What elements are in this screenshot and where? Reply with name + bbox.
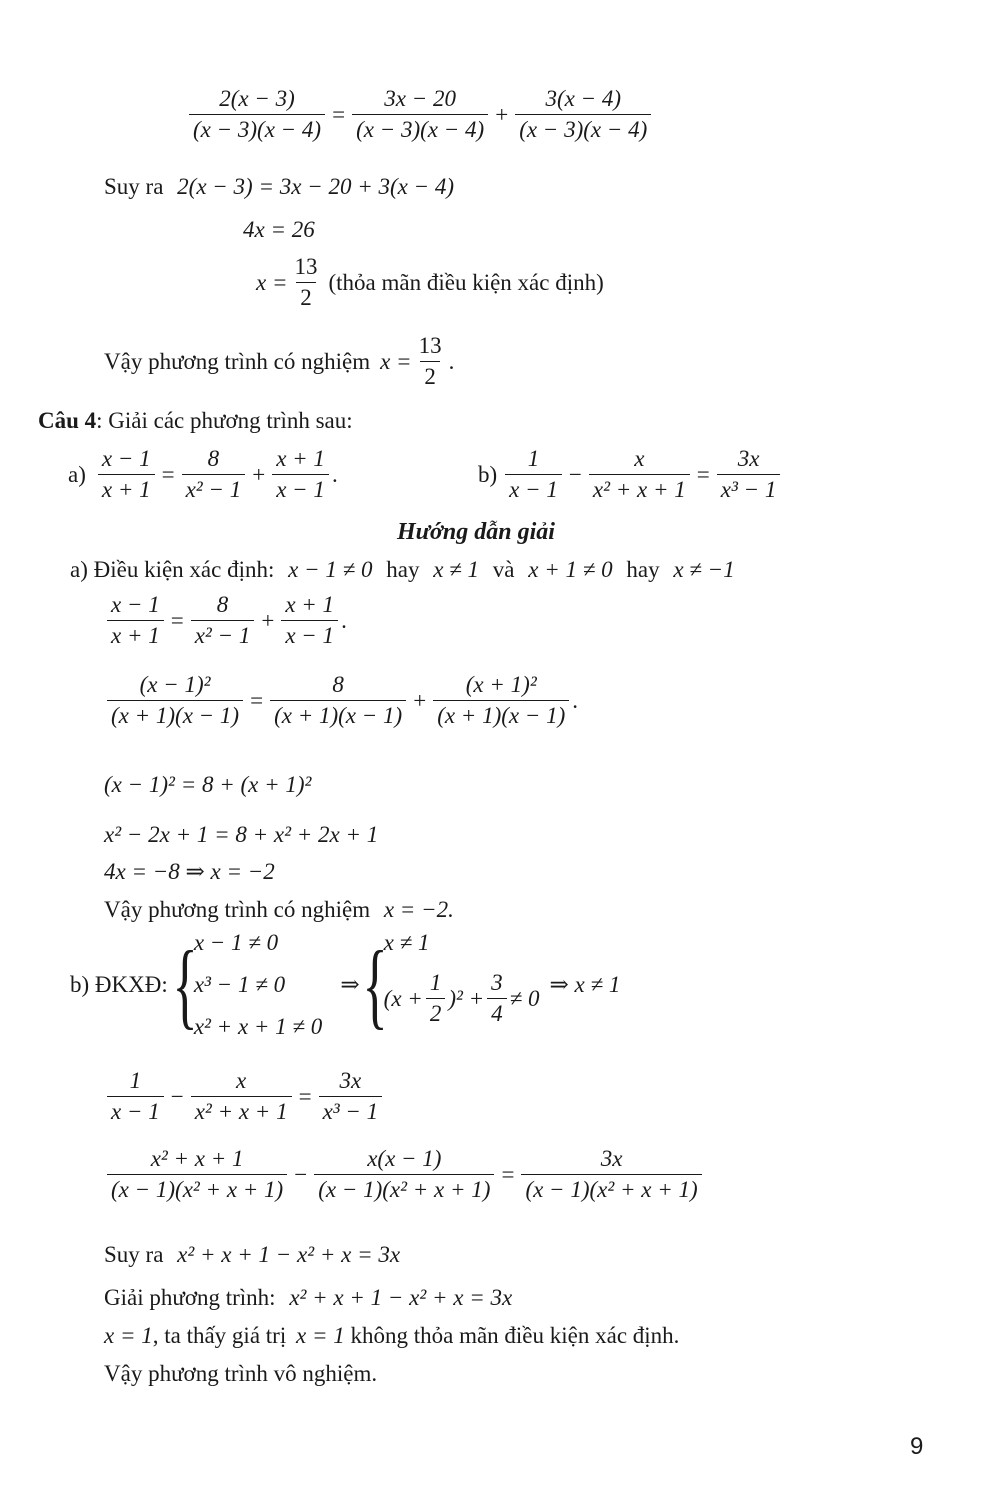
- fraction: $\frac{3x}{\text{(x − 1)(x² + x + 1)}}$: [521, 1146, 701, 1203]
- part-b-step1: 1 x − 1 − $\frac{x}{\text{x² + x + 1}}$ = $\frac{3x}{\text{x³ − 1}}$: [104, 1068, 385, 1125]
- question-a: a) $\frac{x - 1}{x + 1}$ = $\frac{8}{\text{x² − 1}}$ + $\frac{x + 1}{x - 1}$ .: [68, 446, 338, 502]
- fraction: $\frac{8}{(x + 1)(x - 1)}$: [270, 672, 406, 729]
- fraction: $\frac{13}{2}$: [294, 254, 318, 310]
- fraction: $\frac{\text{(x + 1)²}}{(x + 1)(x - 1)}$: [433, 672, 569, 729]
- fraction: $\frac{x}{\text{x² + x + 1}}$: [589, 446, 690, 503]
- suy-ra-line: Suy ra 2(x − 3) = 3x − 20 + 3(x − 4): [104, 174, 455, 199]
- conclusion-top: Vậy phương trình có nghiệm x = $\frac{13}{2}$ .: [104, 333, 455, 389]
- fraction: $\frac{\text{(x − 1)²}}{(x + 1)(x - 1)}$: [107, 672, 243, 729]
- system-left: x − 1 ≠ 0 x³ − 1 ≠ 0 x² + x + 1 ≠ 0: [193, 930, 323, 1039]
- fraction: $\frac{x + 1}{x - 1}$: [272, 446, 329, 503]
- fraction: $\frac{x(x - 1)}{\text{(x − 1)(x² + x + 1)}}$: [314, 1146, 494, 1203]
- fraction: 1 x − 1: [107, 1068, 164, 1125]
- page-number: 9: [910, 1433, 924, 1460]
- part-a-step1: $\frac{x - 1}{x + 1}$ = $\frac{8}{\text{x² − 1}}$ + $\frac{x + 1}{x - 1}$ .: [104, 592, 347, 649]
- step-4x: 4x = 26: [243, 217, 315, 242]
- part-a-step5: 4x = −8 ⇒ x = −2: [104, 859, 275, 884]
- fraction: $\frac{1}{2}$: [426, 970, 446, 1027]
- fraction: $\frac{3x}{\text{x³ − 1}}$: [717, 446, 781, 503]
- fraction: $\frac{8}{\text{x² − 1}}$: [191, 592, 255, 649]
- part-b-conclusion: Vậy phương trình vô nghiệm.: [104, 1361, 378, 1386]
- system-right: x ≠ 1 (x + $\frac{1}{2}$ )² + $\frac{3}{4}$ ≠ 0: [383, 930, 540, 1026]
- guide-title: Hướng dẫn giải: [397, 519, 555, 545]
- fraction: $\frac{x - 1}{x + 1}$: [98, 446, 155, 503]
- fraction: x² + x + 1 (x − 1)(x² + x + 1): [107, 1146, 287, 1203]
- part-a-step3: (x − 1)² = 8 + (x + 1)²: [104, 772, 312, 797]
- part-a-condition: a) Điều kiện xác định: x − 1 ≠ 0 hay x ≠ 1 và x + 1 ≠ 0 hay x ≠ −1: [70, 557, 735, 582]
- fraction: $\frac{x}{\text{x² + x + 1}}$: [191, 1068, 292, 1125]
- part-b-check: x = 1, ta thấy giá trị x = 1 không thỏa mãn điều kiện xác định.: [104, 1323, 680, 1348]
- fraction: $\frac{3}{4}$: [487, 970, 507, 1027]
- part-b-condition: b) ĐKXĐ: { x − 1 ≠ 0 x³ − 1 ≠ 0 x² + x + 1 ≠ 0 ⇒ { x ≠ 1 (x + $\frac{1}{2}$ )² + $\frac{3}{4}$ ≠ 0 ⇒ x ≠ 1: [70, 930, 621, 1039]
- eq-fractions-top: $\frac{2(x - 3)}{(x - 3)(x - 4)}$ = $\frac{3x - 20}{(x - 3)(x - 4)}$ + $\frac{3(x - 4)}{(x - 3)(x - 4)}$: [186, 86, 654, 143]
- fraction: $\frac{13}{2}$: [418, 333, 442, 389]
- fraction: $\frac{x + 1}{x - 1}$: [281, 592, 338, 649]
- fraction: $\frac{3(x - 4)}{(x - 3)(x - 4)}$: [515, 86, 651, 143]
- step-x-frac: x = $\frac{13}{2}$ (thỏa mãn điều kiện xác định): [256, 254, 604, 310]
- part-b-giai: Giải phương trình: x² + x + 1 − x² + x = 3x: [104, 1285, 513, 1310]
- part-b-suy-ra: Suy ra x² + x + 1 − x² + x = 3x: [104, 1242, 401, 1267]
- part-a-step4: x² − 2x + 1 = 8 + x² + 2x + 1: [104, 822, 379, 847]
- question-heading: Câu 4: Giải các phương trình sau:: [38, 408, 353, 433]
- fraction: $\frac{2(x - 3)}{(x - 3)(x - 4)}$: [189, 86, 325, 143]
- fraction: $\frac{8}{\text{x² − 1}}$: [182, 446, 246, 503]
- fraction: $\frac{3x}{\text{x³ − 1}}$: [319, 1068, 383, 1125]
- fraction: $\frac{3x - 20}{(x - 3)(x - 4)}$: [352, 86, 488, 143]
- question-b: b) 1 x − 1 − $\frac{x}{\text{x² + x + 1}}$ = $\frac{3x}{\text{x³ − 1}}$: [478, 446, 783, 503]
- part-a-conclusion: Vậy phương trình có nghiệm x = −2.: [104, 897, 454, 922]
- fraction: $\frac{x - 1}{x + 1}$: [107, 592, 164, 649]
- fraction: 1 x − 1: [505, 446, 562, 503]
- part-a-step2: $\frac{\text{(x − 1)²}}{(x + 1)(x - 1)}$ = $\frac{8}{(x + 1)(x - 1)}$ + $\frac{\text{(x + 1)²}}{(x + 1)(x - 1)}$ .: [104, 672, 578, 729]
- part-b-step2: x² + x + 1 (x − 1)(x² + x + 1) − $\frac{x(x - 1)}{\text{(x − 1)(x² + x + 1)}}$ = $\frac{3x}{\text{(x − 1)(x² + x + 1)}}$: [104, 1146, 705, 1203]
